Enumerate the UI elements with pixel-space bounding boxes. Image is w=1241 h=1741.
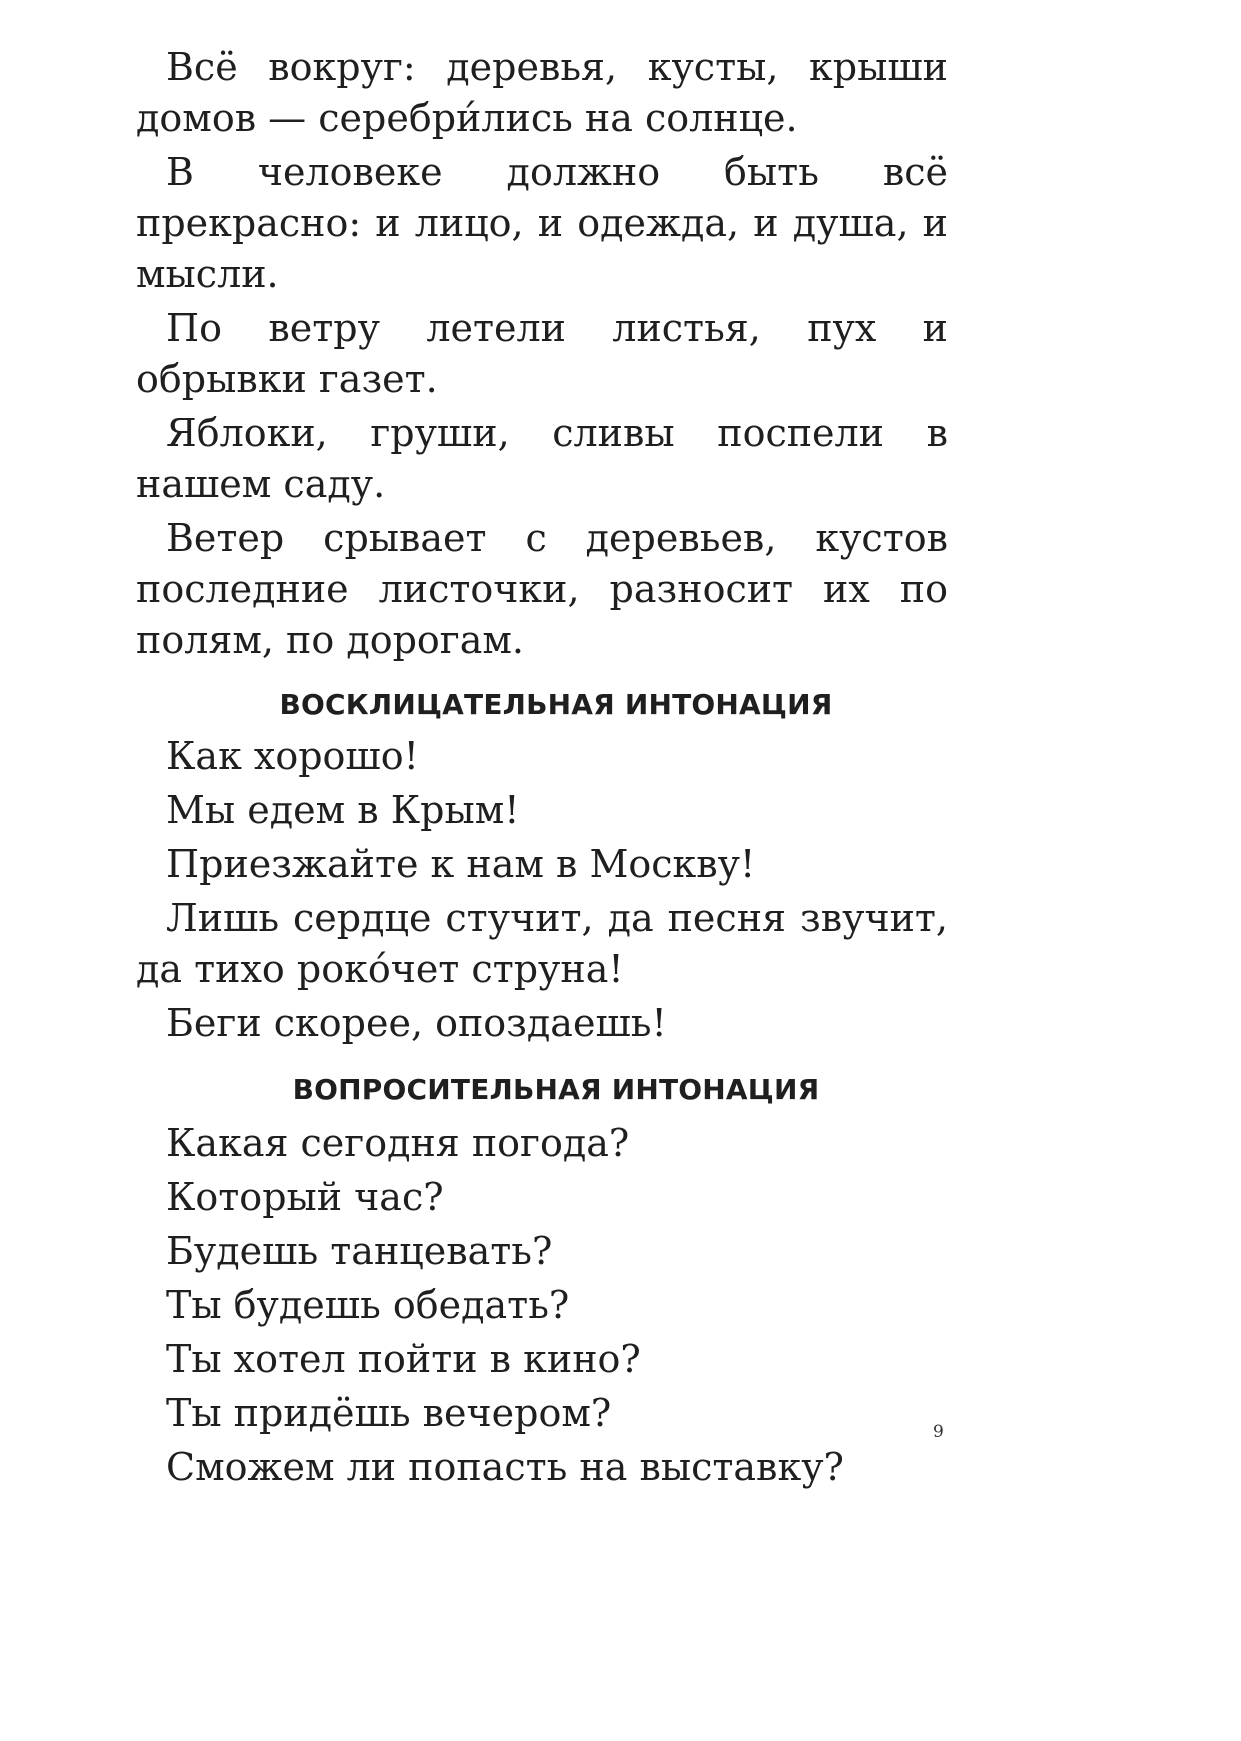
section-heading-exclamatory: ВОСКЛИЦАТЕЛЬНАЯ ИНТОНАЦИЯ (279, 688, 833, 721)
example-sentence: Ты хотел пойти в кино? (166, 1337, 641, 1381)
paragraph: Яблоки, груши, сливы поспели в нашем саду. (136, 411, 948, 506)
paragraph: Ветер срывает с деревьев, кустов последние листочки, разносит их по полям, по дорогам. (136, 516, 948, 662)
example-sentence: Лишь сердце стучит, да песня звучит, да тихо роко́чет струна! (136, 896, 948, 991)
paragraph: Всё вокруг: деревья, кусты, крыши домов — серебри́лись на солнце. (136, 45, 948, 140)
example-sentence: Приезжайте к нам в Москву! (166, 842, 756, 886)
paragraph: В человеке должно быть всё прекрасно: и лицо, и одежда, и душа, и мысли. (136, 150, 948, 296)
example-sentence: Какая сегодня погода? (166, 1121, 630, 1165)
section-heading-interrogative: ВОПРОСИТЕЛЬНАЯ ИНТОНАЦИЯ (292, 1073, 820, 1106)
paragraph: По ветру летели листья, пух и обрывки газет. (136, 306, 948, 401)
page-body (136, 42, 948, 1496)
example-sentence: Мы едем в Крым! (166, 788, 520, 832)
page-number: 9 (933, 1422, 944, 1442)
example-sentence: Как хорошо! (166, 734, 419, 778)
example-sentence: Ты придёшь вечером? (166, 1391, 612, 1435)
example-sentence: Беги скорее, опоздаешь! (166, 1001, 667, 1045)
example-sentence: Сможем ли попасть на выставку? (166, 1445, 844, 1489)
example-sentence: Ты будешь обедать? (166, 1283, 570, 1327)
example-sentence: Будешь танцевать? (166, 1229, 553, 1273)
example-sentence: Который час? (166, 1175, 444, 1219)
